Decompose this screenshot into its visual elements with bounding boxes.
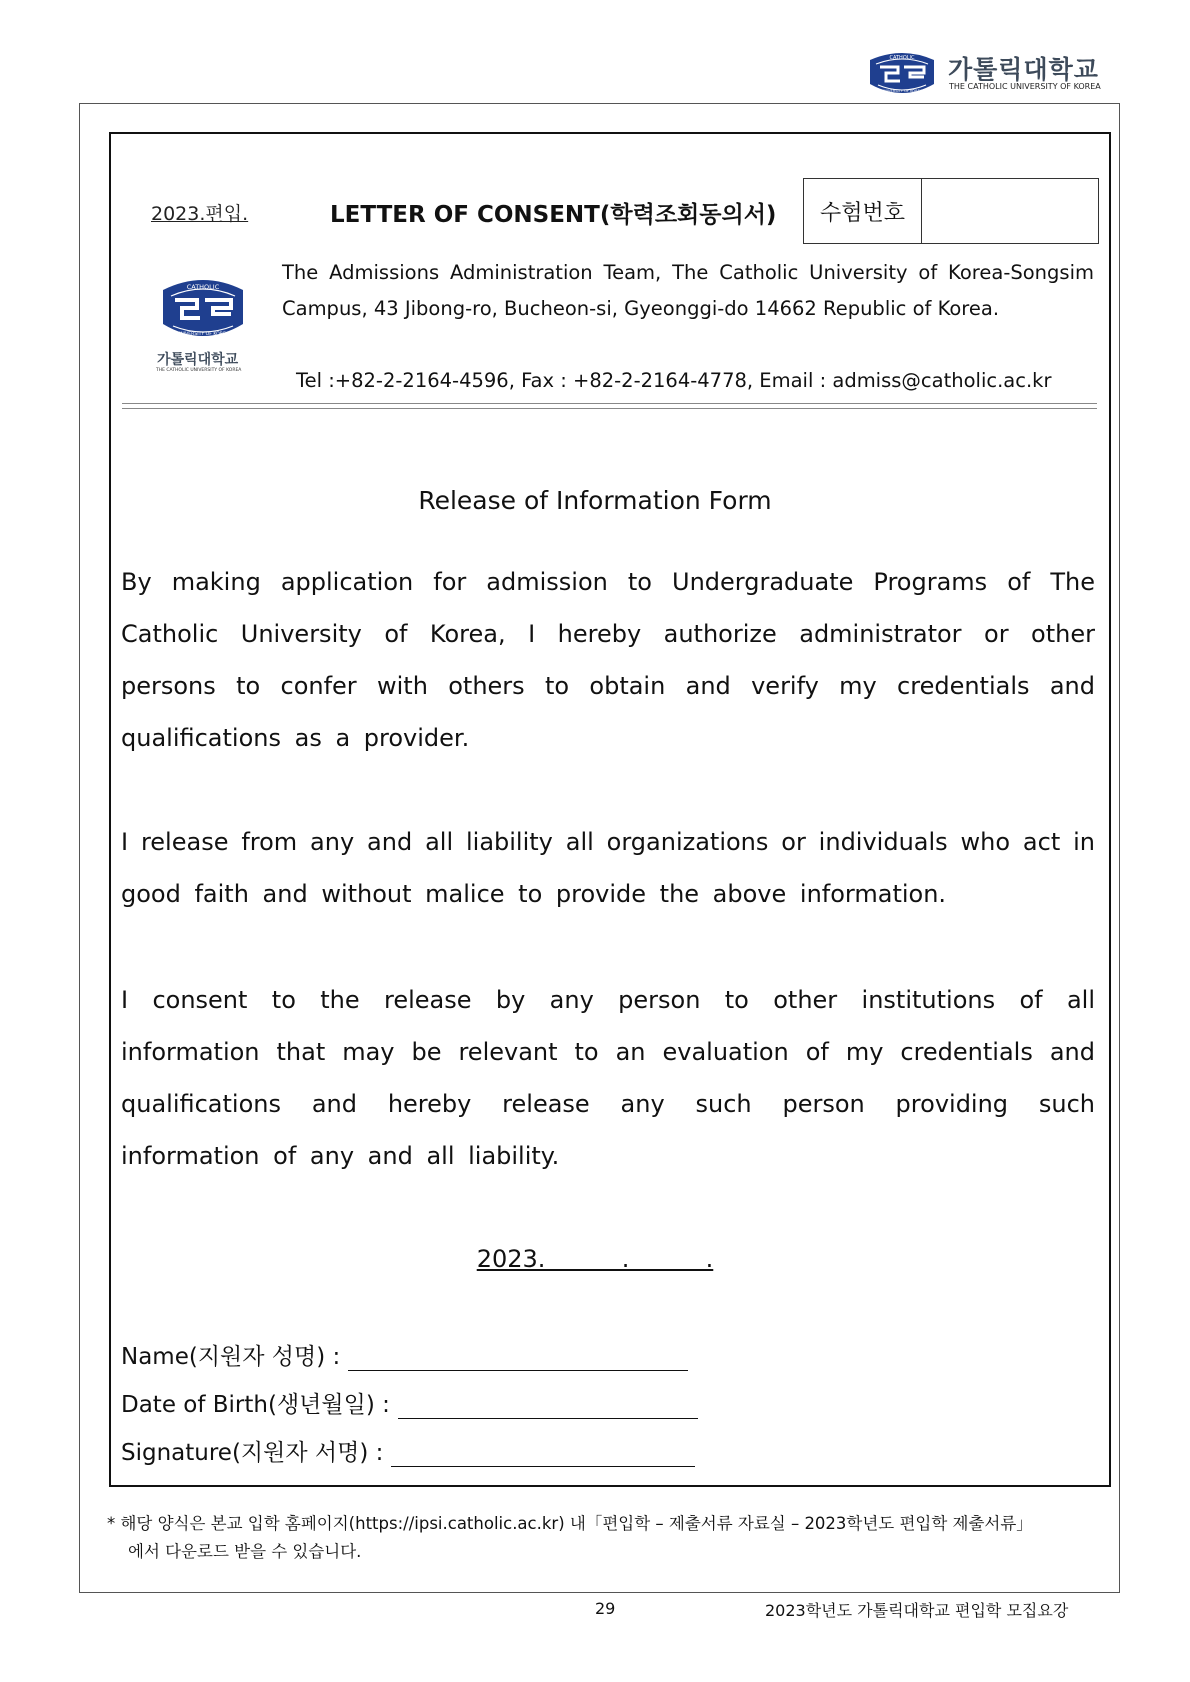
logo-english-name: THE CATHOLIC UNIVERSITY OF KOREA <box>156 368 242 373</box>
name-input-line[interactable] <box>348 1344 688 1371</box>
date-text: 2023. . . <box>476 1245 714 1273</box>
footnote-line-1: * 해당 양식은 본교 입학 홈페이지(https://ipsi.catholic.ac.kr) 내「편입학 – 제출서류 자료실 – 2023학년도 편입학 제출서류」 <box>107 1514 1033 1533</box>
logo-korean-name: 가톨릭대학교 <box>157 352 239 368</box>
emblem-top-text: CATHOLIC <box>186 283 220 291</box>
date-field[interactable] <box>0 1245 1190 1273</box>
paragraph-line: I release from any and all liability all organizations or individuals who act in <box>121 828 1095 856</box>
paragraph-line: qualifications and hereby release any such person providing such <box>121 1090 1095 1118</box>
paragraph-line: information of any and all liability. <box>121 1142 560 1170</box>
signature-input-line[interactable] <box>391 1440 695 1467</box>
emblem-bottom-text: UNIVERSITY OF KOREA <box>176 332 230 337</box>
paragraph-line: By making application for admission to Undergraduate Programs of The <box>121 568 1095 596</box>
consent-form-frame <box>109 132 1111 1487</box>
paragraph-line: good faith and without malice to provide the above information. <box>121 880 947 908</box>
address-line-2: Campus, 43 Jibong-ro, Bucheon-si, Gyeonggi-do 14662 Republic of Korea. <box>282 297 1000 320</box>
paragraph-line: qualifications as a provider. <box>121 724 470 752</box>
paragraph-line: persons to confer with others to obtain and verify my credentials and <box>121 672 1095 700</box>
dob-input-line[interactable] <box>398 1392 698 1419</box>
signature-label: Signature(지원자 서명) : <box>121 1440 384 1466</box>
header-divider <box>122 403 1097 409</box>
exam-number-field[interactable] <box>922 179 1098 243</box>
form-title: Release of Information Form <box>418 486 772 515</box>
contact-info: Tel :+82-2-2164-4596, Fax : +82-2-2164-4778, Email : admiss@catholic.ac.kr <box>296 369 1052 392</box>
form-logo <box>155 276 251 376</box>
dob-label: Date of Birth(생년월일) : <box>121 1392 390 1418</box>
paragraph-liability <box>121 816 1095 920</box>
paragraph-consent <box>121 974 1095 1182</box>
emblem-top-text: CATHOLIC <box>889 55 915 61</box>
paragraph-authorization <box>121 556 1095 764</box>
paragraph-line: I consent to the release by any person to other institutions of all <box>121 986 1095 1014</box>
university-logo <box>866 50 1101 100</box>
letter-title: LETTER OF CONSENT(학력조회동의서) <box>330 202 777 228</box>
paragraph-line: Catholic University of Korea, I hereby authorize administrator or other <box>121 620 1095 648</box>
university-emblem-icon <box>159 276 247 344</box>
emblem-bottom-text: UNIVERSITY OF KOREA <box>881 89 923 93</box>
logo-english-name: THE CATHOLIC UNIVERSITY OF KOREA <box>949 82 1101 91</box>
exam-number-box <box>803 178 1099 244</box>
name-row <box>121 1338 688 1371</box>
signature-row <box>121 1434 695 1467</box>
paragraph-line: information that may be relevant to an evaluation of my credentials and <box>121 1038 1095 1066</box>
exam-number-label: 수험번호 <box>804 179 922 243</box>
footer-document-title: 2023학년도 가톨릭대학교 편입학 모집요강 <box>765 1601 1069 1620</box>
name-label: Name(지원자 성명) : <box>121 1344 341 1370</box>
logo-korean-name: 가톨릭대학교 <box>948 55 1099 84</box>
year-tag: 2023.편입. <box>151 203 249 225</box>
footnote-line-2: 에서 다운로드 받을 수 있습니다. <box>128 1542 362 1561</box>
address-line-1: The Admissions Administration Team, The Catholic University of Korea-Songsim <box>282 261 1094 284</box>
university-emblem-icon <box>866 50 938 98</box>
page-number: 29 <box>595 1599 616 1618</box>
dob-row <box>121 1386 698 1419</box>
